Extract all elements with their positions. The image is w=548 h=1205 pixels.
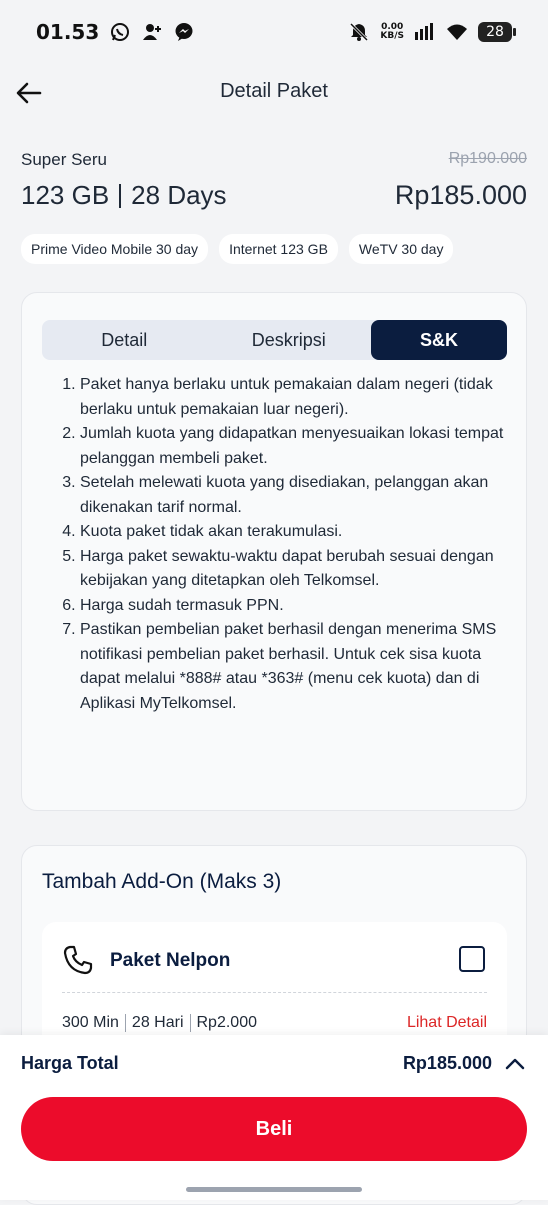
wifi-icon [446,21,468,43]
list-item: 6. Harga sudah termasuk PPN. [80,594,520,619]
list-item: 2. Jumlah kuota yang didapatkan menyesuaikan lokasi tempat pelanggan membeli paket. [80,422,520,471]
addon-days: 28 Hari [131,1014,184,1031]
package-old-price: Rp190.000 [448,150,527,167]
messenger-icon [173,21,195,43]
network-speed [380,23,404,41]
benefit-chip: Prime Video Mobile 30 day [21,234,208,264]
home-indicator [186,1187,362,1192]
terms-list [44,373,520,716]
app-bar [0,64,548,122]
status-time: 01.53 [36,20,100,44]
package-name: Super Seru [21,150,107,169]
add-contact-icon [141,21,163,43]
package-spec [21,180,227,211]
tab-snk[interactable]: S&K [371,320,507,360]
list-item: 7. Pastikan pembelian paket berhasil dengan menerima SMS notifikasi pembelian paket berhasil. Untuk cek sisa kuota dapat melalui *888# atau *363# (menu cek kuota) dan di Aplikasi MyTelkomsel. [80,618,520,716]
benefit-chip: Internet 123 GB [219,234,338,264]
benefit-chip: WeTV 30 day [349,234,454,264]
list-item: 5. Harga paket sewaktu-waktu dapat berubah sesuai dengan kebijakan yang ditetapkan oleh Telkomsel. [80,545,520,594]
total-price: Rp185.000 [402,1053,492,1073]
info-card [21,292,527,811]
addon-price: Rp2.000 [196,1014,257,1031]
network-speed-unit: KB/S [380,31,404,41]
total-label: Harga Total [21,1053,119,1073]
package-duration: 28 Days [131,180,227,210]
whatsapp-icon [109,21,131,43]
spec-divider [119,184,121,208]
tab-detail[interactable]: Detail [101,329,148,350]
list-item: 1. Paket hanya berlaku untuk pemakaian dalam negeri (tidak berlaku untuk pemakaian luar negeri). [80,373,520,422]
tab-deskripsi[interactable]: Deskripsi [251,329,326,350]
meta-divider [190,1014,191,1032]
benefit-chips [21,234,453,264]
addon-checkbox[interactable] [459,946,485,972]
info-tabs [42,320,507,360]
view-detail-link[interactable]: Lihat Detail [406,1014,487,1031]
status-left [36,20,195,44]
network-speed-value: 0.00 [381,22,404,32]
bell-off-icon [348,21,370,43]
signal-icon [414,21,436,43]
divider [62,992,487,993]
phone-icon [62,944,94,976]
buy-button[interactable]: Beli [21,1097,527,1161]
page-title: Detail Paket [220,80,328,102]
package-price: Rp185.000 [394,180,527,210]
addon-minutes: 300 Min [62,1014,119,1031]
list-item: 3. Setelah melewati kuota yang disediakan, pelanggan akan dikenakan tarif normal. [80,471,520,520]
addon-meta [62,1014,257,1032]
bottom-bar [0,1035,548,1200]
status-right [348,21,512,43]
addon-name: Paket Nelpon [110,950,231,971]
list-item: 4. Kuota paket tidak akan terakumulasi. [80,520,520,545]
chevron-up-icon[interactable] [504,1053,526,1075]
addon-title: Tambah Add-On (Maks 3) [42,870,282,893]
package-quota: 123 GB [21,180,110,210]
battery-icon: 28 [478,22,512,42]
status-bar [0,0,548,64]
meta-divider [125,1014,126,1032]
